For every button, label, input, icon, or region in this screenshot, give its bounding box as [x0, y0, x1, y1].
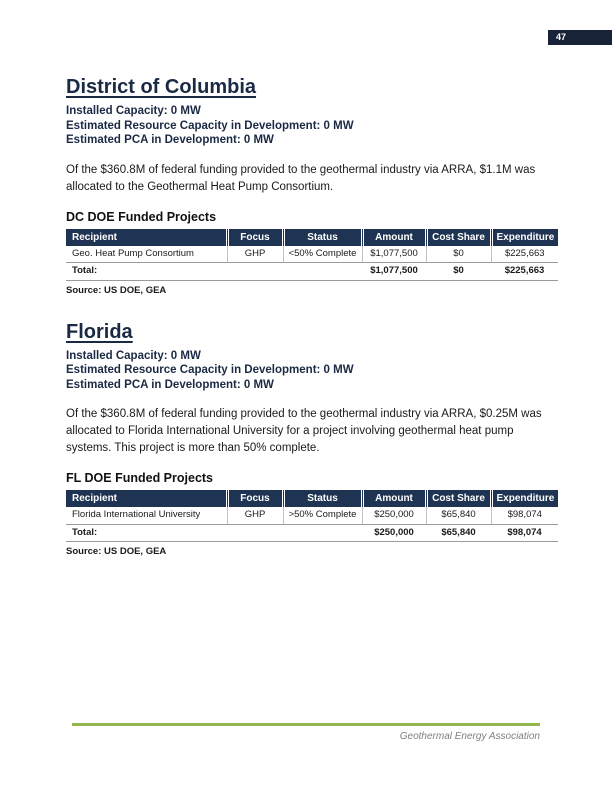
table-row	[66, 246, 558, 263]
section-title: District of Columbia	[66, 76, 257, 98]
stat-pca-development: Estimated PCA in Development: 0 MW	[66, 134, 274, 146]
total-status	[283, 524, 362, 542]
footer-organization: Geothermal Energy Association	[399, 731, 540, 742]
column-header-recipient: Recipient	[66, 490, 227, 507]
total-amount: $250,000	[362, 524, 426, 542]
source-note: Source: US DOE, GEA	[66, 546, 167, 557]
cell-recipient: Florida International University	[66, 507, 227, 524]
cell-amount: $250,000	[362, 507, 426, 524]
section-paragraph: Of the $360.8M of federal funding provided to the geothermal industry via ARRA, $1.1M was allocated to the Geothermal Heat Pump Consortium.	[66, 163, 536, 193]
funded-projects-table	[66, 229, 558, 281]
cell-status: <50% Complete	[283, 246, 362, 263]
total-amount: $1,077,500	[362, 263, 426, 281]
cell-amount: $1,077,500	[362, 246, 426, 263]
table-header-row	[66, 490, 558, 507]
total-row	[66, 263, 558, 281]
column-header-recipient: Recipient	[66, 229, 227, 246]
table-header-row	[66, 229, 558, 246]
column-header-status: Status	[283, 229, 362, 246]
column-header-cost-share: Cost Share	[426, 229, 491, 246]
column-header-focus: Focus	[227, 229, 283, 246]
page-number-badge: 47	[548, 30, 612, 45]
cell-status: >50% Complete	[283, 507, 362, 524]
total-expenditure: $98,074	[491, 524, 558, 542]
total-cost-share: $0	[426, 263, 491, 281]
total-row	[66, 524, 558, 542]
total-cost-share: $65,840	[426, 524, 491, 542]
section-title: Florida	[66, 320, 133, 343]
cell-cost-share: $65,840	[426, 507, 491, 524]
cell-expenditure: $98,074	[491, 507, 558, 524]
table-row	[66, 507, 558, 524]
cell-recipient: Geo. Heat Pump Consortium	[66, 246, 227, 263]
funded-projects-table	[66, 490, 558, 542]
section-paragraph: Of the $360.8M of federal funding provided to the geothermal industry via ARRA, $0.25M was allocated to Florida International University for a project involving geothermal heat pump systems. This project is more than 50% complete.	[66, 408, 542, 454]
table-title: DC DOE Funded Projects	[66, 209, 217, 224]
cell-focus: GHP	[227, 246, 283, 263]
total-expenditure: $225,663	[491, 263, 558, 281]
footer-divider-line	[72, 723, 540, 726]
section-district-of-columbia	[66, 72, 558, 296]
column-header-cost-share: Cost Share	[426, 490, 491, 507]
column-header-expenditure: Expenditure	[491, 229, 558, 246]
stat-installed-capacity: Installed Capacity: 0 MW	[66, 349, 201, 362]
total-status	[283, 263, 362, 281]
total-label: Total:	[66, 524, 227, 542]
cell-cost-share: $0	[426, 246, 491, 263]
cell-focus: GHP	[227, 507, 283, 524]
cell-expenditure: $225,663	[491, 246, 558, 263]
stat-installed-capacity: Installed Capacity: 0 MW	[66, 105, 201, 117]
stat-pca-development: Estimated PCA in Development: 0 MW	[66, 378, 274, 391]
column-header-amount: Amount	[362, 490, 426, 507]
stat-resource-capacity: Estimated Resource Capacity in Development: 0 MW	[66, 364, 354, 376]
column-header-amount: Amount	[362, 229, 426, 246]
section-florida	[66, 317, 558, 558]
total-focus	[227, 263, 283, 281]
source-note: Source: US DOE, GEA	[66, 284, 167, 296]
total-focus	[227, 524, 283, 542]
column-header-status: Status	[283, 490, 362, 507]
stat-resource-capacity: Estimated Resource Capacity in Development: 0 MW	[66, 119, 354, 132]
table-title: FL DOE Funded Projects	[66, 471, 214, 485]
column-header-expenditure: Expenditure	[491, 490, 558, 507]
column-header-focus: Focus	[227, 490, 283, 507]
total-label: Total:	[66, 263, 227, 281]
